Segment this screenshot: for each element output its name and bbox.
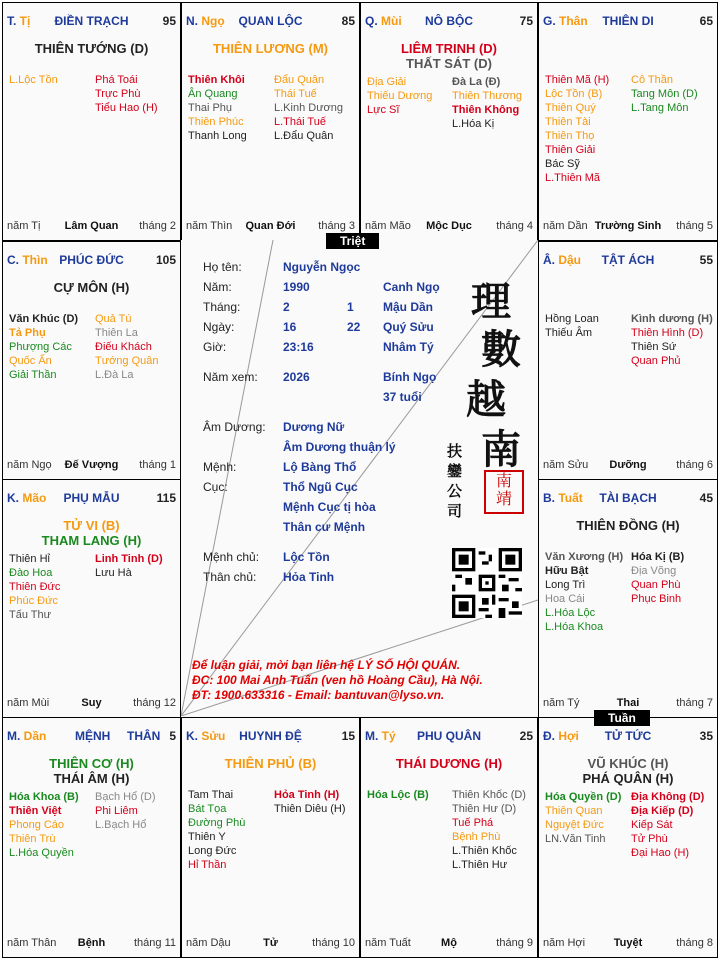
footer-l: năm Tuất <box>365 937 411 949</box>
palace-header <box>186 729 355 745</box>
palace-header <box>7 253 176 269</box>
star: Thiên Y <box>188 831 226 843</box>
palace-tuat <box>538 479 718 718</box>
star: Tam Thai <box>188 789 234 801</box>
main-star: PHÁ QUÂN (H) <box>582 771 674 786</box>
star: Thiên Quan <box>545 805 603 817</box>
star: Thiên Đức <box>9 581 61 593</box>
footer-m: Tuyệt <box>613 937 643 949</box>
star: Linh Tinh (D) <box>95 553 163 565</box>
than-marker: THÂN <box>127 729 161 743</box>
palace-position: G. Thân <box>543 14 588 28</box>
star: L.Hóa Khoa <box>545 621 604 633</box>
info-value: Âm Dương thuận lý <box>283 440 396 454</box>
info-label: Năm xem: <box>203 370 258 384</box>
star: Đại Hao (H) <box>631 847 690 859</box>
palace-number: 75 <box>519 14 533 28</box>
footer-r: tháng 2 <box>139 220 176 232</box>
calligraphy-char: 數 <box>481 326 521 373</box>
main-star: THIÊN TƯỚNG (D) <box>34 41 149 56</box>
footer-m: Đế Vượng <box>64 459 119 471</box>
star: Hỉ Thần <box>188 859 227 871</box>
main-star: THAM LANG (H) <box>41 533 142 548</box>
footer-l: năm Thìn <box>186 220 233 232</box>
star: Bệnh Phù <box>452 831 501 843</box>
star: L.Thiên Khốc <box>452 845 517 857</box>
info-value: Nguyễn Ngọc <box>283 260 361 274</box>
star: L.Bạch Hổ <box>95 819 147 831</box>
star: Lưu Hà <box>95 567 132 579</box>
star: Địa Không (D) <box>631 791 705 803</box>
palace-house-name: TẬT ÁCH <box>601 253 655 267</box>
star: L.Hóa Quyền <box>9 847 74 859</box>
palace-number: 105 <box>155 253 176 267</box>
star: Đường Phù <box>188 817 246 829</box>
footer-r: tháng 4 <box>496 220 533 232</box>
main-star: LIÊM TRINH (D) <box>400 41 498 56</box>
star: Phi Liêm <box>95 805 138 817</box>
footer-r: tháng 3 <box>318 220 355 232</box>
right-stars <box>452 788 526 872</box>
palace-number: 65 <box>699 14 713 28</box>
palace-house-name: PHỤ MẪU <box>63 491 120 505</box>
info-can-chi: Quý Sửu <box>383 320 434 334</box>
palace-number: 15 <box>341 729 355 743</box>
palace-dau <box>538 241 718 480</box>
star: Kình dương (H) <box>631 313 713 325</box>
star: Tả Phụ <box>9 327 46 339</box>
left-stars <box>367 75 432 117</box>
left-stars <box>9 552 60 622</box>
info-lunar-value: 1 <box>347 300 354 314</box>
main-star: THIÊN ĐỒNG (H) <box>576 518 680 533</box>
contact-info <box>192 658 483 703</box>
info-value: Dương Nữ <box>283 420 345 434</box>
left-stars <box>188 73 247 143</box>
info-label: Mệnh chủ: <box>203 550 260 564</box>
palace-header <box>7 729 176 745</box>
palace-position: K. Sửu <box>186 729 226 743</box>
right-stars <box>452 75 522 131</box>
triet-tag: Triệt <box>326 233 379 249</box>
main-star: TỬ VI (B) <box>63 518 120 533</box>
star: Phúc Đức <box>9 595 58 607</box>
star: Lực Sĩ <box>367 104 400 116</box>
star: Thiên Giải <box>545 144 596 156</box>
info-value: Thổ Ngũ Cục <box>283 480 358 494</box>
palace-header <box>365 729 533 745</box>
seal-char: 公 <box>447 482 463 500</box>
footer-m: Bệnh <box>77 937 106 949</box>
palace-footer <box>7 937 176 951</box>
star: Thiên Quý <box>545 102 596 114</box>
star: Hóa Lộc (B) <box>367 789 429 801</box>
info-value: 2026 <box>283 370 310 384</box>
star: Trực Phù <box>95 88 141 100</box>
palace-position: T. Tị <box>7 14 31 28</box>
palace-than <box>538 2 718 241</box>
info-label: Giờ: <box>203 340 227 354</box>
main-star: THIÊN PHỦ (B) <box>224 756 317 771</box>
main-star: THÁI ÂM (H) <box>53 771 130 786</box>
right-stars <box>631 73 698 115</box>
palace-position: Â. Dậu <box>543 253 582 267</box>
palace-position: Đ. Hợi <box>543 729 579 743</box>
palace-footer <box>186 937 355 951</box>
star: L.Thiên Hư <box>452 859 508 871</box>
main-star: THÁI DƯƠNG (H) <box>395 756 503 771</box>
footer-r: tháng 5 <box>676 220 713 232</box>
star: Đẩu Quân <box>274 74 325 86</box>
palace-number: 115 <box>156 491 176 505</box>
star: Long Đức <box>188 845 237 857</box>
star: Thiên Khốc (D) <box>452 789 526 801</box>
footer-m: Mộc Dục <box>426 220 472 232</box>
palace-footer <box>543 697 713 711</box>
footer-m: Quan Đới <box>245 220 296 232</box>
left-stars <box>545 550 623 634</box>
red-seal-stamp: 南 靖 <box>484 470 524 514</box>
footer-r: tháng 6 <box>676 459 713 471</box>
main-star: THIÊN CƠ (H) <box>49 756 134 771</box>
palace-footer <box>186 220 355 234</box>
star: L.Kinh Dương <box>274 102 344 114</box>
contact-address: ĐC: 100 Mai Anh Tuấn (ven hồ Hoàng Cầu), Hà Nội. <box>192 673 483 687</box>
right-stars <box>274 73 343 143</box>
star: Phục Binh <box>631 593 682 605</box>
left-stars <box>9 790 79 860</box>
star: Nguyệt Đức <box>545 819 604 831</box>
star: Kiếp Sát <box>631 819 673 831</box>
right-stars <box>95 312 159 382</box>
star: Bạch Hổ (D) <box>95 791 156 803</box>
star: Thiên Hư (D) <box>452 803 517 815</box>
footer-l: năm Dần <box>543 220 588 232</box>
star: L.Hóa Lộc <box>545 607 596 619</box>
info-label: Ngày: <box>203 320 235 334</box>
footer-l: năm Thân <box>7 937 57 949</box>
star: Bác Sỹ <box>545 158 580 170</box>
footer-r: tháng 8 <box>676 937 713 949</box>
palace-house-name: THIÊN DI <box>602 14 654 28</box>
info-can-chi: Nhâm Tý <box>383 340 434 354</box>
main-star: VŨ KHÚC (H) <box>587 756 669 771</box>
palace-house-name: MỆNH <box>75 729 111 743</box>
left-stars <box>9 312 78 382</box>
info-value: Lộc Tồn <box>283 550 330 564</box>
star: Phong Cáo <box>9 819 65 831</box>
star: Ân Quang <box>188 88 238 100</box>
footer-m: Lâm Quan <box>64 220 119 232</box>
info-label: Tháng: <box>203 300 241 314</box>
palace-house-name: PHÚC ĐỨC <box>59 253 124 267</box>
star: Phá Toái <box>95 74 138 86</box>
star: Bát Tọa <box>188 803 227 815</box>
right-stars <box>95 73 158 115</box>
palace-number: 85 <box>341 14 355 28</box>
palace-footer <box>365 220 533 234</box>
star: Thiên Tài <box>545 116 591 128</box>
palace-ti <box>360 717 538 958</box>
info-value: 23:16 <box>283 340 314 354</box>
star: Tuế Phá <box>452 817 494 829</box>
info-value: 2 <box>283 300 290 314</box>
palace-house-name: NÔ BỘC <box>425 14 473 28</box>
info-can-chi: Mậu Dần <box>383 300 434 314</box>
main-star: THẤT SÁT (D) <box>406 56 492 71</box>
info-value: Mệnh Cục tị hòa <box>283 500 376 514</box>
footer-l: năm Sửu <box>543 459 589 471</box>
palace-house-name: TỬ TỨC <box>604 729 652 743</box>
palace-suu <box>181 717 360 958</box>
palace-position: K. Mão <box>7 491 47 505</box>
palace-position: C. Thìn <box>7 253 48 267</box>
star: Điếu Khách <box>95 341 152 353</box>
footer-l: năm Mão <box>365 220 411 232</box>
palace-number: 55 <box>699 253 713 267</box>
star: Thiên Thọ <box>545 130 595 142</box>
calligraphy-char: 越 <box>466 376 506 423</box>
right-stars <box>95 790 156 832</box>
info-label: Thân chủ: <box>203 570 257 584</box>
main-star: CỰ MÔN (H) <box>53 280 130 295</box>
star: Quốc Ấn <box>9 355 52 367</box>
palace-header <box>543 729 713 745</box>
star: Thiên Sứ <box>631 341 677 353</box>
palace-number: 5 <box>169 729 176 743</box>
footer-r: tháng 7 <box>676 697 713 709</box>
star: Thiên Việt <box>9 805 62 817</box>
footer-l: năm Mùi <box>7 697 50 709</box>
main-star: THIÊN LƯƠNG (M) <box>212 41 329 56</box>
palace-position: M. Dần <box>7 729 47 743</box>
star: Văn Khúc (D) <box>9 313 79 325</box>
palace-house-name: HUYNH ĐỆ <box>239 729 302 743</box>
calligraphy-char: 南 <box>481 426 521 473</box>
footer-l: năm Tý <box>543 697 580 709</box>
palace-thin <box>2 241 181 480</box>
star: Thiên Không <box>452 104 520 116</box>
palace-header <box>186 14 355 30</box>
info-value: Hỏa Tinh <box>283 570 335 584</box>
palace-header <box>543 253 713 269</box>
palace-header <box>7 14 176 30</box>
footer-r: tháng 1 <box>139 459 176 471</box>
tuan-tag: Tuần <box>594 710 650 726</box>
palace-ngo <box>181 2 360 241</box>
palace-footer <box>7 220 176 234</box>
star: L.Hóa Kị <box>452 118 495 130</box>
footer-m: Dưỡng <box>609 459 647 471</box>
star: Thiếu Âm <box>545 327 593 339</box>
footer-m: Tử <box>263 937 278 949</box>
info-label: Âm Dương: <box>203 420 266 434</box>
star: Tử Phù <box>631 833 668 845</box>
palace-number: 35 <box>699 729 713 743</box>
left-stars <box>545 312 599 340</box>
star: Thiên Hình (D) <box>631 327 704 339</box>
info-label: Mệnh: <box>203 460 237 474</box>
info-value: 16 <box>283 320 297 334</box>
star: Cô Thần <box>631 74 673 86</box>
palace-number: 25 <box>519 729 533 743</box>
star: Thái Tuế <box>274 88 317 100</box>
footer-r: tháng 9 <box>496 937 533 949</box>
star: Thiên Hỉ <box>9 553 50 565</box>
palace-position: N. Ngọ <box>186 14 225 28</box>
star: Hỏa Tinh (H) <box>274 789 340 801</box>
left-stars <box>188 788 245 872</box>
palace-footer <box>7 459 176 473</box>
star: Hóa Khoa (B) <box>9 791 79 803</box>
star: Hoa Cái <box>545 593 585 605</box>
star: Thiếu Dương <box>367 90 433 102</box>
star: Thanh Long <box>188 130 247 142</box>
info-value: Lộ Bàng Thổ <box>283 460 357 474</box>
star: Văn Xương (H) <box>545 551 624 563</box>
right-stars <box>95 552 163 580</box>
right-stars <box>631 550 684 606</box>
star: Địa Kiếp (D) <box>631 805 694 817</box>
star: Đà La (Đ) <box>452 76 501 88</box>
left-stars <box>367 788 429 802</box>
calligraphy-char: 理 <box>471 278 511 325</box>
contact-line: Để luận giải, mời bạn liên hệ LÝ SỐ HỘI QUÁN. <box>192 658 461 672</box>
star: Hồng Loan <box>545 313 599 325</box>
star: Lộc Tồn (B) <box>545 88 603 100</box>
star: Long Trì <box>545 579 586 591</box>
palace-house-name: TÀI BẠCH <box>599 491 657 505</box>
right-stars <box>631 312 713 368</box>
star: L.Thiên Mã <box>545 172 601 184</box>
palace-header <box>7 491 176 507</box>
palace-header <box>365 14 533 30</box>
info-value: Thân cư Mệnh <box>283 520 366 534</box>
palace-header <box>543 491 713 507</box>
star: Thiên Khôi <box>188 74 245 86</box>
footer-l: năm Tị <box>7 220 41 232</box>
info-can-chi: 37 tuổi <box>383 390 422 404</box>
star: Thiên La <box>95 327 138 339</box>
star: Hữu Bật <box>545 565 589 577</box>
palace-house-name: PHU QUÂN <box>416 729 482 743</box>
qr-code <box>452 548 522 618</box>
footer-r: tháng 10 <box>312 937 355 949</box>
palace-position: B. Tuất <box>543 491 583 505</box>
star: Đào Hoa <box>9 567 53 579</box>
palace-footer <box>543 459 713 473</box>
star: L.Tang Môn <box>631 102 689 114</box>
right-stars <box>274 788 346 816</box>
star: Phượng Các <box>9 341 72 353</box>
palace-position: M. Tý <box>365 729 396 743</box>
seal-char: 司 <box>447 502 463 520</box>
star: L.Đà La <box>95 369 134 381</box>
star: Quan Phù <box>631 579 681 591</box>
palace-mui <box>360 2 538 241</box>
star: LN.Văn Tinh <box>545 833 606 845</box>
palace-footer <box>543 937 713 951</box>
palace-footer <box>7 697 176 711</box>
info-lunar-value: 22 <box>347 320 361 334</box>
star: Thai Phụ <box>188 102 233 114</box>
info-can-chi: Bính Ngọ <box>383 370 437 384</box>
star: Tướng Quân <box>95 355 159 367</box>
palace-dan <box>2 717 181 958</box>
palace-header <box>543 14 713 30</box>
star: Thiên Diêu (H) <box>274 803 346 815</box>
star: L.Đẩu Quân <box>274 130 334 142</box>
footer-m: Trường Sinh <box>594 220 662 232</box>
star: Địa Võng <box>631 565 677 577</box>
star: Thiên Thương <box>452 90 523 102</box>
star: Hóa Kị (B) <box>631 551 685 563</box>
left-stars <box>9 73 58 87</box>
star: Thiên Mã (H) <box>545 74 610 86</box>
seal-char: 鑾 <box>447 462 463 480</box>
footer-r: tháng 11 <box>133 937 176 949</box>
center-panel <box>181 240 538 716</box>
seal-char: 扶 <box>447 442 463 460</box>
palace-ty <box>2 2 181 241</box>
star: L.Thái Tuế <box>274 116 326 128</box>
footer-l: năm Ngọ <box>7 459 52 471</box>
info-value: 1990 <box>283 280 310 294</box>
star: Thiên Trù <box>9 833 56 845</box>
palace-number: 45 <box>699 491 713 505</box>
palace-number: 95 <box>162 14 176 28</box>
palace-house-name: QUAN LỘC <box>238 14 303 28</box>
footer-r: tháng 12 <box>133 697 176 709</box>
star: Thiên Phúc <box>188 116 244 128</box>
star: Tiểu Hao (H) <box>95 102 158 114</box>
info-label: Cục: <box>203 480 228 494</box>
footer-m: Suy <box>81 697 102 709</box>
footer-l: năm Dậu <box>186 937 231 949</box>
info-can-chi: Canh Ngọ <box>383 280 440 294</box>
palace-footer <box>543 220 713 234</box>
star: Tang Môn (D) <box>631 88 698 100</box>
star: Quan Phủ <box>631 355 681 367</box>
right-stars <box>631 790 704 860</box>
palace-footer <box>365 937 533 951</box>
footer-m: Mộ <box>441 937 457 949</box>
star: Quả Tú <box>95 313 132 325</box>
star: L.Lộc Tồn <box>9 74 58 86</box>
footer-l: năm Hợi <box>543 937 586 949</box>
left-stars <box>545 790 621 846</box>
palace-hoi <box>538 717 718 958</box>
palace-house-name: ĐIỀN TRẠCH <box>54 14 129 28</box>
left-stars <box>545 73 609 185</box>
star: Giải Thần <box>9 369 57 381</box>
star: Hóa Quyền (D) <box>545 791 622 803</box>
info-label: Họ tên: <box>203 260 242 274</box>
palace-mao <box>2 479 181 718</box>
footer-m: Thai <box>616 697 640 709</box>
star: Tấu Thư <box>9 609 52 621</box>
contact-phone-email: ĐT: 1900.633316 - Email: bantuvan@lyso.vn. <box>192 688 445 702</box>
info-label: Năm: <box>203 280 232 294</box>
palace-position: Q. Mùi <box>365 14 402 28</box>
star: Địa Giải <box>367 76 407 88</box>
